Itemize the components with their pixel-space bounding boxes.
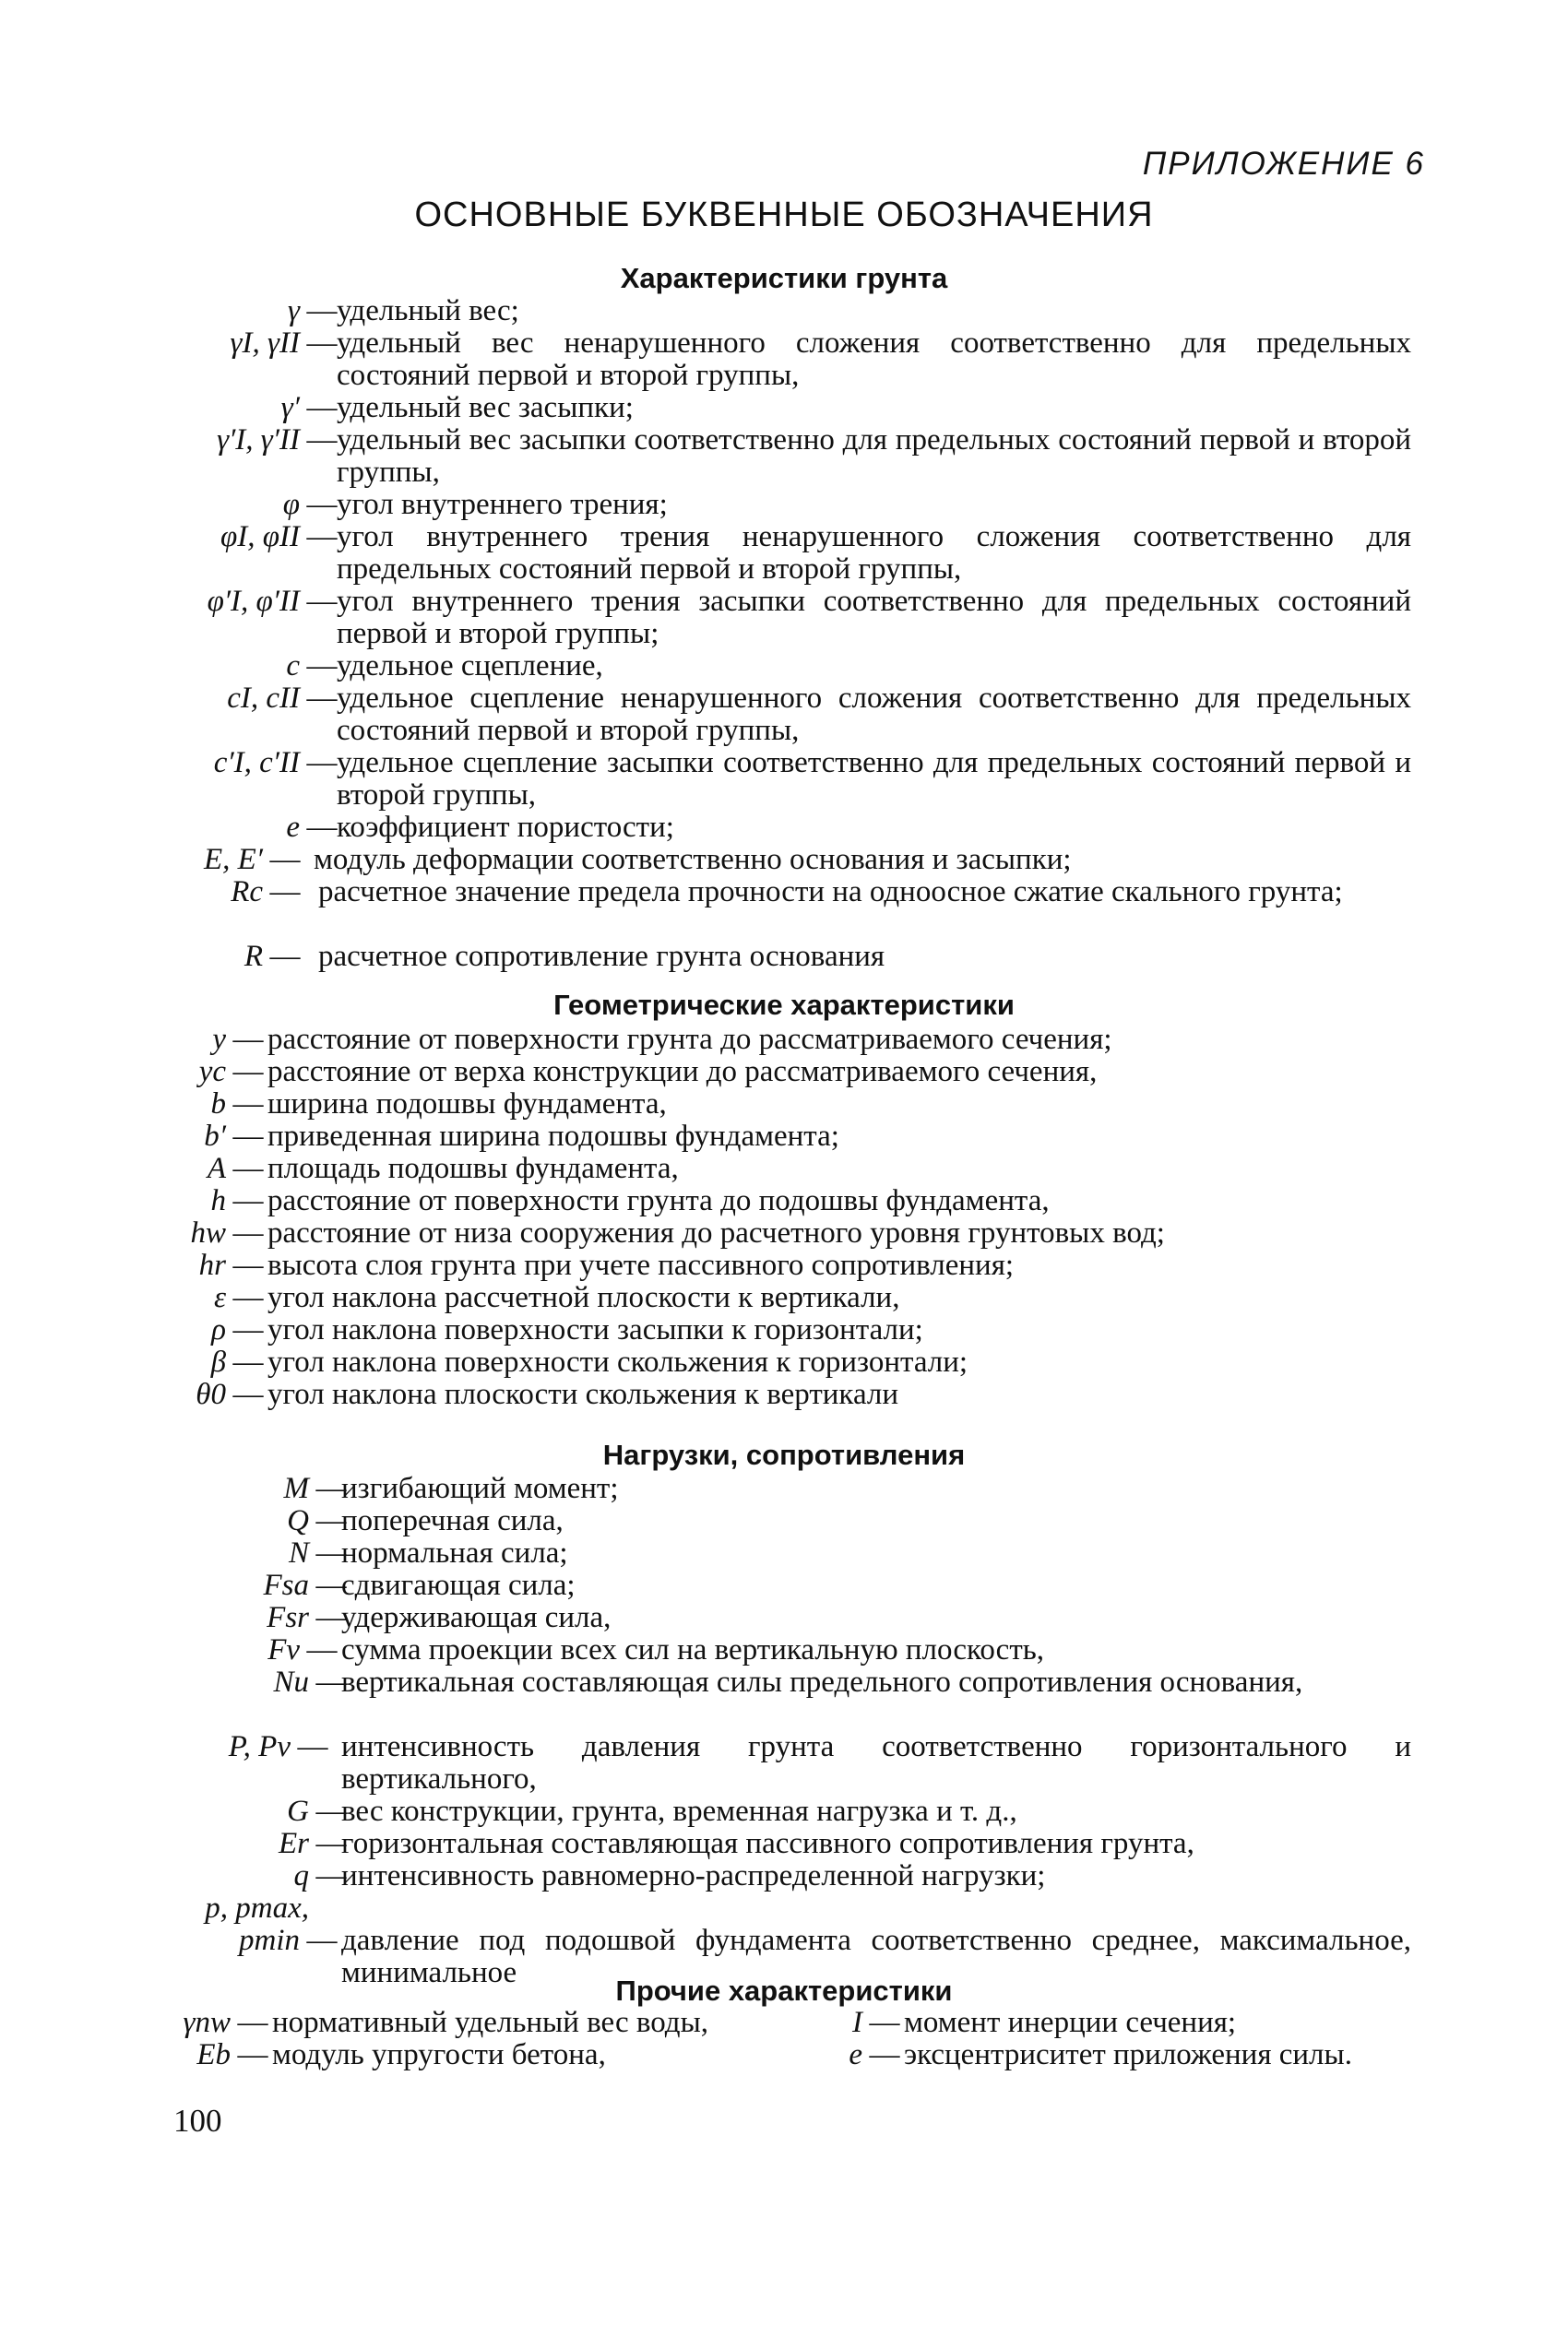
dash-separator: — xyxy=(237,2038,268,2071)
dash-separator: — xyxy=(306,649,338,682)
symbol: N xyxy=(288,1536,309,1570)
definition-text: расстояние от поверхности грунта до рассматриваемого сечения; xyxy=(267,1023,1112,1056)
symbol: Er xyxy=(279,1827,309,1860)
symbol: q xyxy=(293,1859,309,1892)
symbol: pmin xyxy=(239,1924,300,1957)
symbol: c′I, c′II xyxy=(213,746,300,779)
section-heading-loads: Нагрузки, сопротивления xyxy=(602,1439,966,1471)
definition-text: поперечная сила, xyxy=(341,1504,564,1537)
definition-text: удельный вес засыпки; xyxy=(337,391,634,424)
definition-text: нормативный удельный вес воды, xyxy=(272,2006,709,2039)
symbol: hw xyxy=(190,1216,226,1250)
dash-separator: — xyxy=(232,1152,264,1185)
symbol: hr xyxy=(198,1249,226,1282)
symbol: A xyxy=(207,1152,226,1185)
dash-separator: — xyxy=(232,1087,264,1121)
dash-separator: — xyxy=(306,423,338,457)
symbol: c xyxy=(286,649,300,682)
definition-text: удельное сцепление засыпки соответственно для предельных состояний первой и второй группы, xyxy=(337,746,1411,812)
dash-separator: — xyxy=(315,1601,347,1634)
symbol: φ′I, φ′II xyxy=(207,585,300,618)
definition-text: интенсивность давления грунта соответственно горизонтального и вертикального, xyxy=(341,1730,1411,1796)
definition-text: нормальная сила; xyxy=(341,1536,568,1570)
dash-separator: — xyxy=(269,875,301,908)
dash-separator: — xyxy=(269,940,301,973)
symbol: Q xyxy=(287,1504,309,1537)
symbol: γnw xyxy=(183,2006,231,2039)
symbol: γ′ xyxy=(280,391,300,424)
definition-text: удерживающая сила, xyxy=(341,1601,612,1634)
symbol: b′ xyxy=(204,1120,226,1153)
dash-separator: — xyxy=(315,1504,347,1537)
symbol: φI, φII xyxy=(220,520,300,553)
dash-separator: — xyxy=(232,1313,264,1346)
symbol: cI, cII xyxy=(227,682,300,715)
dash-separator: — xyxy=(232,1184,264,1217)
definition-text: удельный вес; xyxy=(337,294,519,327)
definition-text: угол внутреннего трения ненарушенного сложения соответственно для предельных состояний первой и второй группы, xyxy=(337,520,1411,586)
definition-text: расстояние от низа сооружения до расчетного уровня грунтовых вод; xyxy=(267,1216,1165,1250)
dash-separator: — xyxy=(315,1827,347,1860)
symbol: γI, γII xyxy=(230,326,300,360)
symbol: e xyxy=(286,811,300,844)
dash-separator: — xyxy=(306,746,338,779)
symbol: p, pmax, xyxy=(205,1892,309,1925)
definition-text: угол внутреннего трения засыпки соответственно для предельных состояний первой и второй группы; xyxy=(337,585,1411,650)
definition-text: интенсивность равномерно-распределенной нагрузки; xyxy=(341,1859,1046,1892)
dash-separator: — xyxy=(232,1023,264,1056)
symbol: ρ xyxy=(211,1313,226,1346)
dash-separator: — xyxy=(232,1216,264,1250)
definition-text: изгибающий момент; xyxy=(341,1472,619,1505)
definition-text: момент инерции сечения; xyxy=(904,2006,1237,2039)
definition-text: удельный вес засыпки соответственно для предельных состояний первой и второй группы, xyxy=(337,423,1411,489)
definition-text: горизонтальная составляющая пассивного сопротивления грунта, xyxy=(341,1827,1194,1860)
symbol: Rc xyxy=(231,875,263,908)
definition-text: приведенная ширина подошвы фундамента; xyxy=(267,1120,839,1153)
definition-text: сдвигающая сила; xyxy=(341,1569,576,1602)
dash-separator: — xyxy=(315,1666,347,1699)
definition-text: угол наклона поверхности засыпки к горизонтали; xyxy=(267,1313,923,1346)
definition-text: угол наклона рассчетной плоскости к вертикали, xyxy=(267,1281,900,1314)
definition-text: вертикальная составляющая силы предельного сопротивления основания, xyxy=(341,1666,1303,1699)
page-title: ОСНОВНЫЕ БУКВЕННЫЕ ОБОЗНАЧЕНИЯ xyxy=(414,196,1154,234)
dash-separator: — xyxy=(297,1730,328,1763)
definition-text: вес конструкции, грунта, временная нагрузка и т. д., xyxy=(341,1795,1017,1828)
dash-separator: — xyxy=(237,2006,268,2039)
definition-text: модуль деформации соответственно основания и засыпки; xyxy=(314,843,1072,876)
section-heading-other: Прочие характеристики xyxy=(615,1975,953,2007)
dash-separator: — xyxy=(315,1569,347,1602)
dash-separator: — xyxy=(306,585,338,618)
dash-separator: — xyxy=(269,843,301,876)
definition-text: расстояние от верха конструкции до рассматриваемого сечения, xyxy=(267,1055,1098,1088)
definition-text: модуль упругости бетона, xyxy=(272,2038,606,2071)
symbol: b xyxy=(210,1087,226,1121)
symbol: e xyxy=(849,2038,862,2071)
symbol: Fsr xyxy=(267,1601,309,1634)
symbol: h xyxy=(210,1184,226,1217)
definition-text: коэффициент пористости; xyxy=(337,811,674,844)
symbol: β xyxy=(210,1346,226,1379)
symbol: M xyxy=(283,1472,309,1505)
dash-separator: — xyxy=(306,520,338,553)
dash-separator: — xyxy=(315,1536,347,1570)
dash-separator: — xyxy=(232,1378,264,1411)
dash-separator: — xyxy=(869,2038,900,2071)
section-heading-soil: Характеристики грунта xyxy=(620,262,948,294)
section-heading-geometry: Геометрические характеристики xyxy=(553,989,1015,1021)
page-number: 100 xyxy=(173,2103,222,2139)
dash-separator: — xyxy=(315,1472,347,1505)
symbol: I xyxy=(852,2006,862,2039)
symbol: φ xyxy=(282,488,300,521)
definition-text: высота слоя грунта при учете пассивного сопротивления; xyxy=(267,1249,1015,1282)
symbol: P, Pv xyxy=(228,1730,291,1763)
dash-separator: — xyxy=(306,1924,338,1957)
symbol: Eb xyxy=(196,2038,231,2071)
symbol: θ0 xyxy=(196,1378,226,1411)
dash-separator: — xyxy=(306,488,338,521)
definition-text: угол внутреннего трения; xyxy=(337,488,668,521)
symbol: yc xyxy=(198,1055,226,1088)
dash-separator: — xyxy=(306,326,338,360)
dash-separator: — xyxy=(315,1795,347,1828)
dash-separator: — xyxy=(306,1633,338,1667)
definition-text: давление под подошвой фундамента соответственно среднее, максимальное, минимальное xyxy=(341,1924,1411,1989)
definition-text: расчетное значение предела прочности на одноосное сжатие скального грунта; xyxy=(318,875,1343,908)
definition-text: угол наклона плоскости скольжения к вертикали xyxy=(267,1378,899,1411)
definition-text: расчетное сопротивление грунта основания xyxy=(318,940,885,973)
definition-text: расстояние от поверхности грунта до подошвы фундамента, xyxy=(267,1184,1050,1217)
definition-text: удельное сцепление ненарушенного сложения соответственно для предельных состояний первой и второй группы, xyxy=(337,682,1411,747)
definition-text: угол наклона поверхности скольжения к горизонтали; xyxy=(267,1346,968,1379)
symbol: Fv xyxy=(267,1633,300,1667)
symbol: Nu xyxy=(273,1666,309,1699)
dash-separator: — xyxy=(306,391,338,424)
dash-separator: — xyxy=(315,1859,347,1892)
dash-separator: — xyxy=(232,1346,264,1379)
dash-separator: — xyxy=(306,294,338,327)
dash-separator: — xyxy=(306,682,338,715)
symbol: G xyxy=(287,1795,309,1828)
symbol: Fsa xyxy=(263,1569,309,1602)
definition-text: ширина подошвы фундамента, xyxy=(267,1087,667,1121)
dash-separator: — xyxy=(232,1249,264,1282)
definition-text: сумма проекции всех сил на вертикальную плоскость, xyxy=(341,1633,1045,1667)
dash-separator: — xyxy=(232,1281,264,1314)
appendix-label: ПРИЛОЖЕНИЕ 6 xyxy=(1142,146,1425,182)
symbol: y xyxy=(212,1023,226,1056)
symbol: R xyxy=(244,940,263,973)
definition-text: удельное сцепление, xyxy=(337,649,603,682)
dash-separator: — xyxy=(232,1055,264,1088)
definition-text: эксцентриситет приложения силы. xyxy=(904,2038,1352,2071)
symbol: γ xyxy=(287,294,300,327)
symbol: E, E′ xyxy=(203,843,263,876)
definition-text: площадь подошвы фундамента, xyxy=(267,1152,679,1185)
dash-separator: — xyxy=(306,811,338,844)
symbol: γ′I, γ′II xyxy=(217,423,300,457)
definition-text: удельный вес ненарушенного сложения соответственно для предельных состояний первой и второй группы, xyxy=(337,326,1411,392)
symbol: ε xyxy=(213,1281,226,1314)
dash-separator: — xyxy=(232,1120,264,1153)
dash-separator: — xyxy=(869,2006,900,2039)
